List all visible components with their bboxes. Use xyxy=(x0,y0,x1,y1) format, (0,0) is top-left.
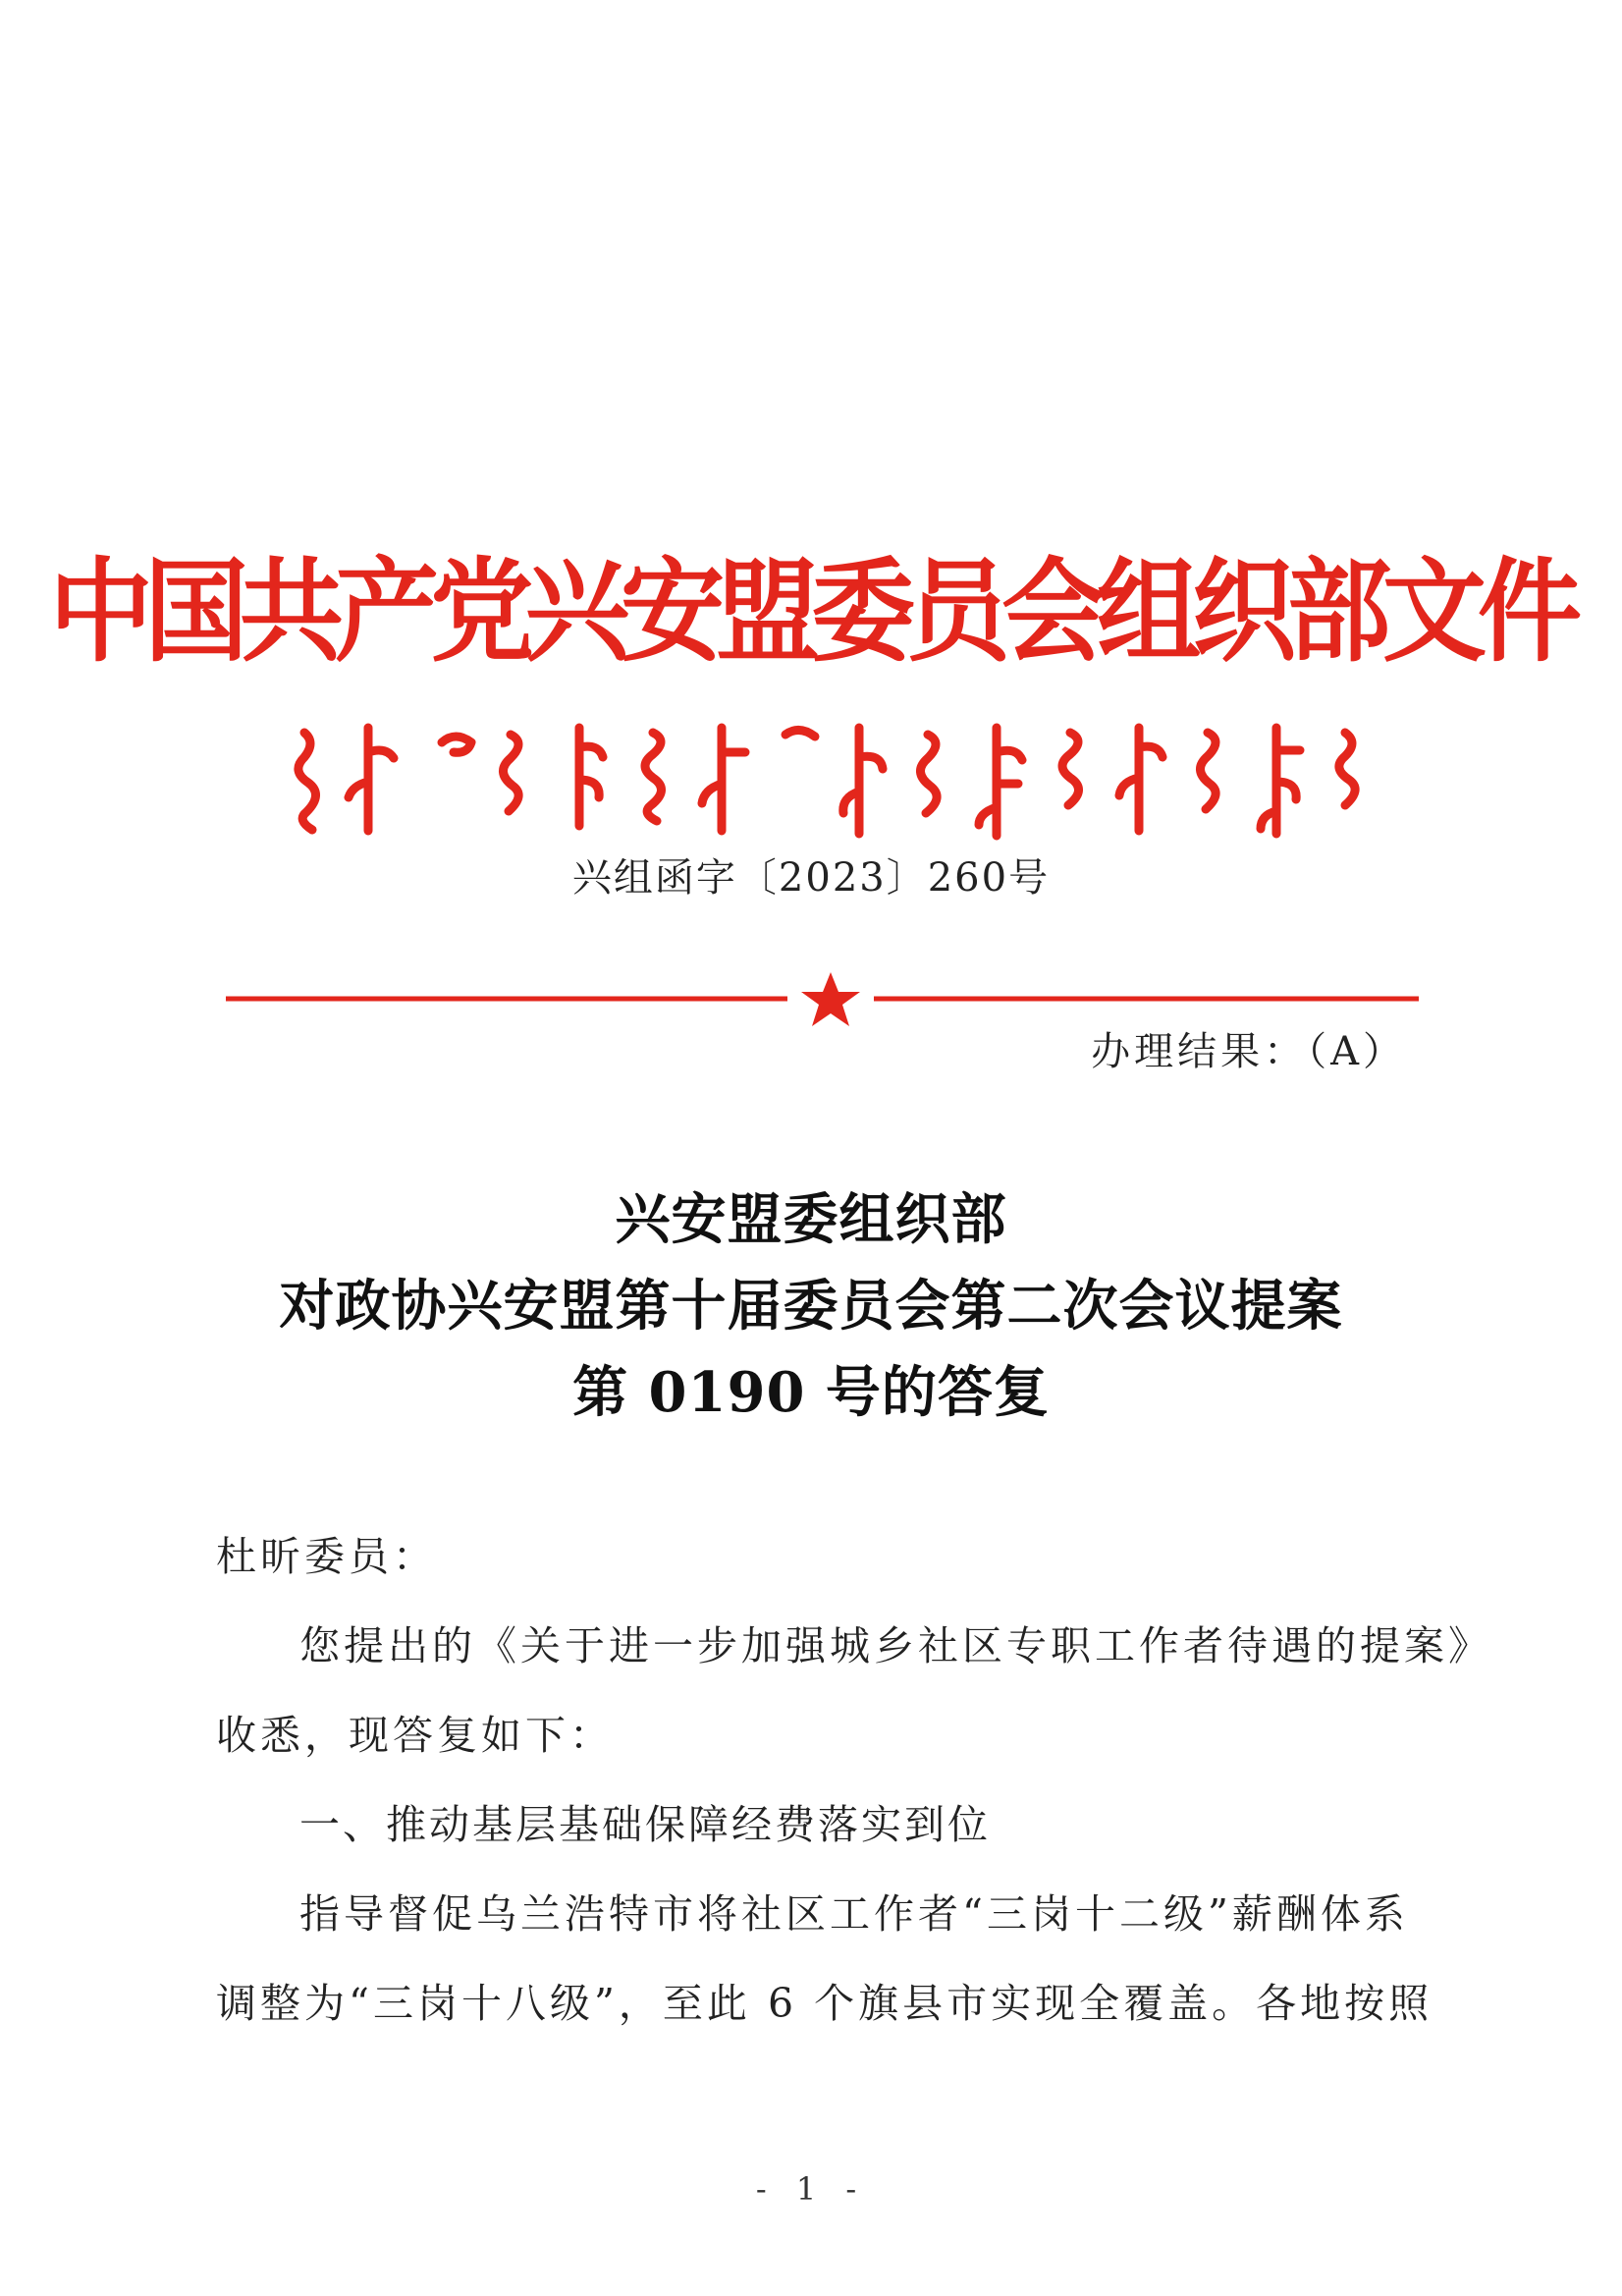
star-icon xyxy=(801,972,860,1026)
paragraph-line: 调整为“三岗十八级”，至此 6 个旗县市实现全覆盖。各地按照 xyxy=(216,1980,1433,2027)
handling-result: 办理结果：（A） xyxy=(1091,1029,1406,1074)
title-line: 兴安盟委组织部 xyxy=(615,1187,1007,1252)
paragraph-line: 收悉，现答复如下： xyxy=(216,1712,614,1759)
paragraph-line: 您提出的《关于进一步加强城乡社区专职工作者待遇的提案》 xyxy=(299,1622,1492,1669)
document-body xyxy=(216,1512,1492,2049)
page-number: - 1 - xyxy=(755,2170,867,2208)
header-title: 中国共产党兴安盟委员会组织部文件 xyxy=(49,546,1573,678)
mongolian-script-graphic xyxy=(275,713,1384,841)
salutation: 杜昕委员： xyxy=(216,1533,437,1580)
reply-title xyxy=(0,1176,1622,1436)
red-divider-line xyxy=(226,972,1419,1031)
document-number: 兴组函字〔2023〕260号 xyxy=(571,855,1051,901)
title-line: 对政协兴安盟第十届委员会第二次会议提案 xyxy=(279,1274,1343,1339)
title-line: 第 0190 号的答复 xyxy=(572,1360,1050,1425)
paragraph-line: 指导督促乌兰浩特市将社区工作者“三岗十二级”薪酬体系 xyxy=(299,1890,1409,1938)
section-heading: 一、推动基层基础保障经费落实到位 xyxy=(299,1801,991,1848)
